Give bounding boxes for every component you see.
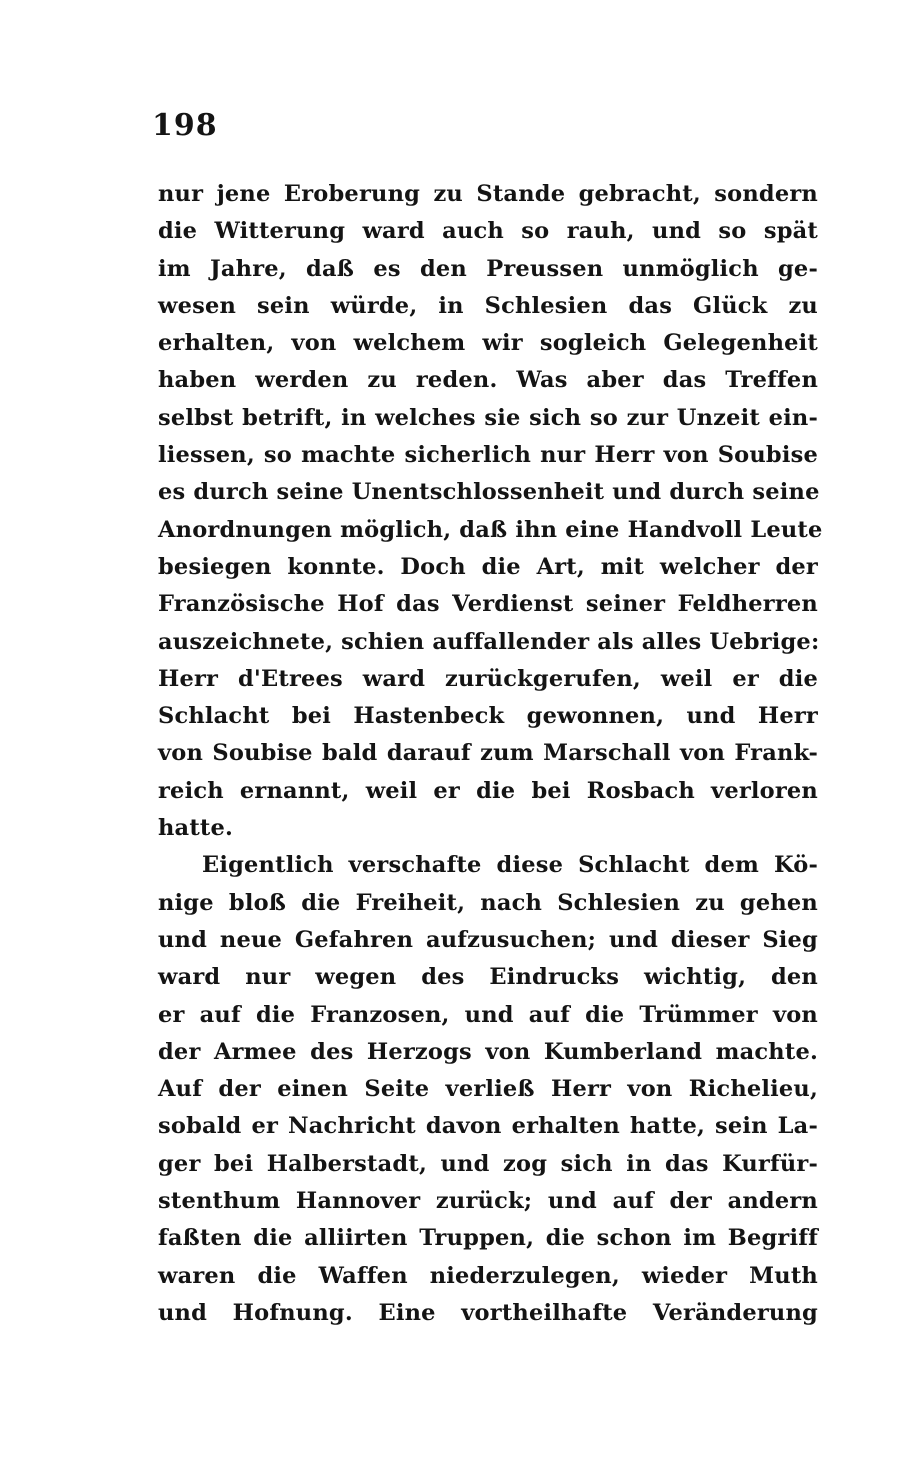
text-line: reich ernannt, weil er die bei Rosbach verloren	[158, 777, 818, 804]
text-line: es durch seine Unentschlossenheit und durch seine	[158, 479, 820, 506]
text-line: er auf die Franzosen, und auf die Trümmer von	[158, 1001, 818, 1028]
text-line: Herr d'Etrees ward zurückgerufen, weil er die	[158, 665, 818, 692]
text-line: haben werden zu reden. Was aber das Treffen	[158, 367, 818, 394]
text-line: Französische Hof das Verdienst seiner Feldherren	[158, 591, 818, 618]
text-line: sobald er Nachricht davon erhalten hatte, sein La-	[158, 1113, 818, 1140]
text-line: Auf der einen Seite verließ Herr von Richelieu,	[158, 1076, 818, 1103]
text-line: faßten die alliirten Truppen, die schon im Begriff	[158, 1225, 818, 1252]
text-line: und Hofnung. Eine vortheilhafte Veränderung	[158, 1299, 818, 1326]
page-number: 198	[152, 108, 218, 143]
text-line: Anordnungen möglich, daß ihn eine Handvoll Leute	[158, 516, 823, 543]
body-text	[158, 176, 823, 1332]
text-line: nige bloß die Freiheit, nach Schlesien zu gehen	[158, 889, 818, 916]
text-line: und neue Gefahren aufzusuchen; und dieser Sieg	[158, 926, 818, 953]
text-line: die Witterung ward auch so rauh, und so spät	[158, 218, 818, 245]
text-line: besiegen konnte. Doch die Art, mit welcher der	[158, 553, 818, 580]
paragraph-end-line: hatte.	[158, 815, 234, 842]
text-line: stenthum Hannover zurück; und auf der andern	[158, 1188, 818, 1215]
text-line: ward nur wegen des Eindrucks wichtig, den	[158, 964, 818, 991]
text-line: selbst betrift, in welches sie sich so zur Unzeit ein-	[158, 404, 818, 431]
text-line: der Armee des Herzogs von Kumberland machte.	[158, 1038, 818, 1065]
text-line: Schlacht bei Hastenbeck gewonnen, und Herr	[158, 703, 818, 730]
paragraph-start-line: Eigentlich verschafte diese Schlacht dem Kö-	[202, 852, 818, 879]
text-line: ger bei Halberstadt, und zog sich in das Kurfür-	[158, 1150, 818, 1177]
text-line: von Soubise bald darauf zum Marschall von Frank-	[158, 740, 818, 767]
text-line: wesen sein würde, in Schlesien das Glück zu	[158, 292, 818, 319]
text-line: liessen, so machte sicherlich nur Herr von Soubise	[158, 442, 818, 469]
text-line: im Jahre, daß es den Preussen unmöglich ge-	[158, 255, 818, 282]
text-line: nur jene Eroberung zu Stande gebracht, sondern	[158, 181, 818, 207]
text-line: waren die Waffen niederzulegen, wieder Muth	[158, 1262, 818, 1289]
text-line: auszeichnete, schien auffallender als alles Uebrige:	[158, 628, 820, 655]
text-line: erhalten, von welchem wir sogleich Gelegenheit	[158, 330, 818, 357]
